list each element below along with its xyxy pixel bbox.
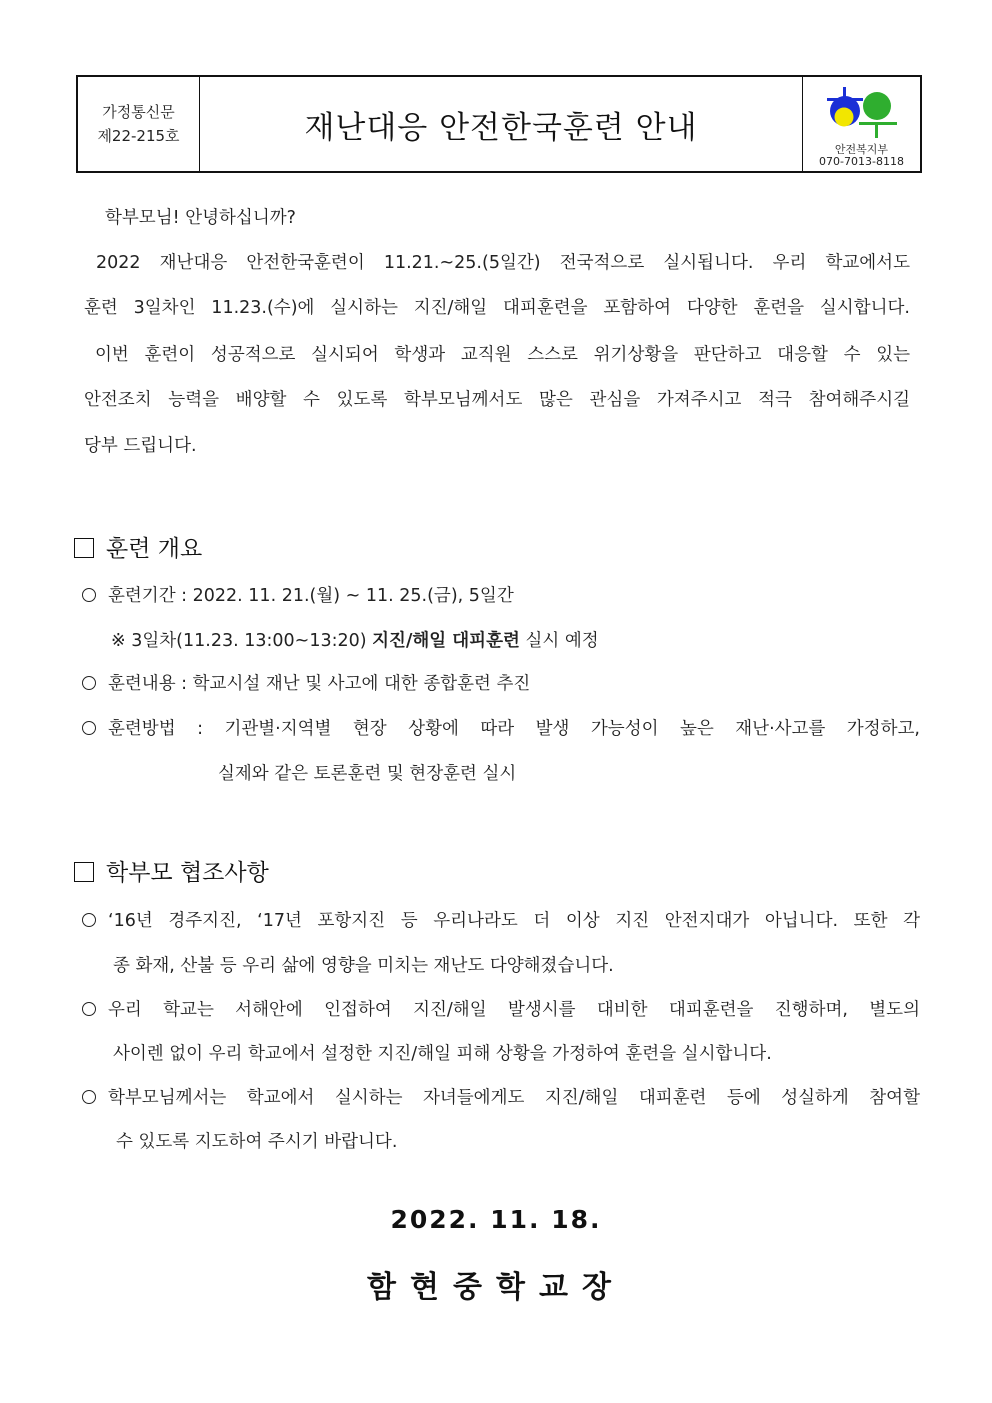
coop-item-3-cont: 수 있도록 지도하여 주시기 바랍니다. — [116, 1132, 398, 1152]
coop-item-3 — [82, 1084, 920, 1109]
training-content — [82, 670, 530, 695]
bullet-circle-icon — [82, 1002, 96, 1016]
training-note-highlight: 지진/해일 대피훈련 — [372, 631, 520, 651]
training-note-prefix: ※ 3일차(11.23. 13:00~13:20) — [111, 631, 367, 651]
coop-item-1 — [82, 907, 920, 932]
section-overview-heading — [74, 530, 202, 563]
coop-item-1-cont: 종 화재, 산불 등 우리 삶에 영향을 미치는 재난도 다양해졌습니다. — [113, 956, 614, 976]
doc-info — [78, 77, 200, 171]
section-cooperation-title: 학부모 협조사항 — [106, 860, 269, 886]
coop-item-3-text: 학부모님께서는 학교에서 실시하는 자녀들에게도 지진/해일 대피훈련 등에 성실하게 참여할 — [108, 1088, 920, 1108]
page-title: 재난대응 안전한국훈련 안내 — [304, 109, 698, 146]
intro-line-3: 이번 훈련이 성공적으로 실시되어 학생과 교직원 스스로 위기상황을 판단하고 대응할 수 있는 — [95, 345, 910, 365]
bullet-circle-icon — [82, 676, 96, 690]
section-cooperation-heading — [74, 854, 269, 887]
checkbox-square-icon — [74, 538, 94, 558]
training-note — [111, 627, 599, 652]
training-method-text: 훈련방법 : 기관별·지역별 현장 상황에 따라 발생 가능성이 높은 재난·사고를 가정하고, — [108, 719, 920, 739]
document-header — [76, 75, 922, 173]
dept-name: 안전복지부 — [834, 143, 889, 156]
intro-line-5: 당부 드립니다. — [84, 436, 197, 456]
school-logo-block — [802, 77, 920, 171]
training-content-text: 훈련내용 : 학교시설 재난 및 사고에 대한 종합훈련 추진 — [108, 674, 531, 694]
intro-line-1: 2022 재난대응 안전한국훈련이 11.21.~25.(5일간) 전국적으로 실시됩니다. 우리 학교에서도 — [96, 253, 910, 273]
principal-signature: 함현중학교장 — [367, 1270, 625, 1305]
coop-item-2-text: 우리 학교는 서해안에 인접하여 지진/해일 발생시를 대비한 대피훈련을 진행하며, 별도의 — [108, 1000, 920, 1020]
coop-item-1-text: ‘16년 경주지진, ‘17년 포항지진 등 우리나라도 더 이상 지진 안전지대가 아닙니다. 또한 각 — [108, 911, 920, 931]
school-logo-icon — [825, 84, 899, 142]
greeting: 학부모님! 안녕하십니까? — [105, 208, 296, 228]
doc-number: 제22-215호 — [97, 127, 180, 145]
dept-phone: 070-7013-8118 — [819, 155, 904, 168]
bullet-circle-icon — [82, 1090, 96, 1104]
bullet-circle-icon — [82, 588, 96, 602]
training-period — [82, 582, 514, 607]
intro-line-4: 안전조치 능력을 배양할 수 있도록 학부모님께서도 많은 관심을 가져주시고 적극 참여해주시길 — [84, 390, 910, 410]
checkbox-square-icon — [74, 862, 94, 882]
bullet-circle-icon — [82, 913, 96, 927]
doc-type: 가정통신문 — [102, 103, 175, 121]
training-method — [82, 715, 920, 740]
bullet-circle-icon — [82, 721, 96, 735]
intro-line-2: 훈련 3일차인 11.23.(수)에 실시하는 지진/해일 대피훈련을 포함하여 다양한 훈련을 실시합니다. — [84, 298, 910, 318]
issue-date: 2022. 11. 18. — [390, 1205, 602, 1234]
coop-item-2-cont: 사이렌 없이 우리 학교에서 설정한 지진/해일 피해 상황을 가정하여 훈련을 실시합니다. — [113, 1044, 772, 1064]
training-method-cont: 실제와 같은 토론훈련 및 현장훈련 실시 — [218, 764, 517, 784]
training-period-text: 훈련기간 : 2022. 11. 21.(월) ~ 11. 25.(금), 5일간 — [108, 586, 514, 606]
coop-item-2 — [82, 996, 920, 1021]
section-overview-title: 훈련 개요 — [106, 536, 203, 562]
training-note-suffix: 실시 예정 — [525, 631, 599, 651]
